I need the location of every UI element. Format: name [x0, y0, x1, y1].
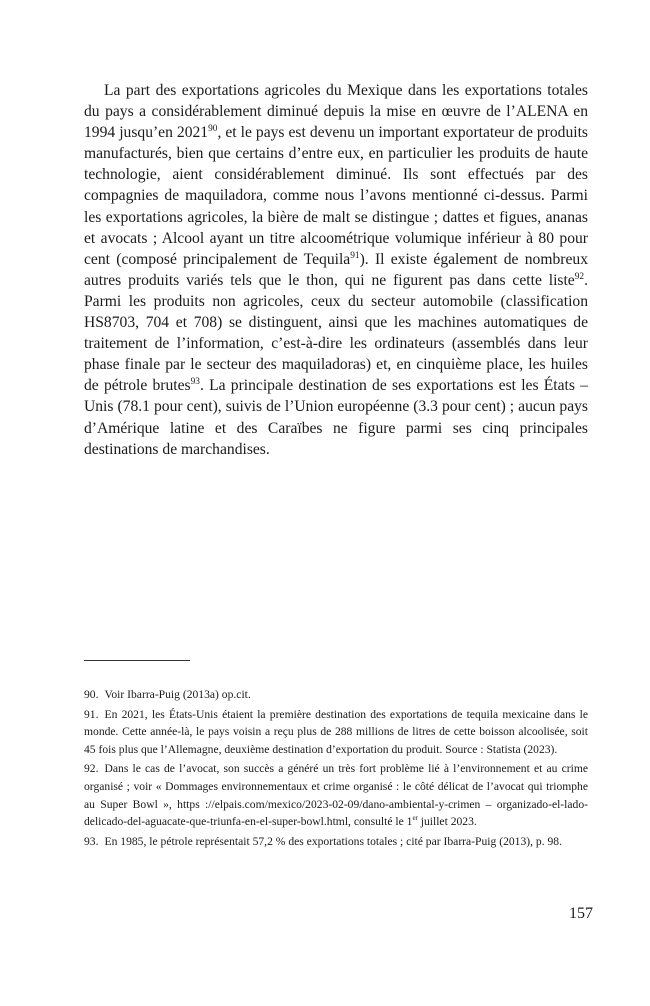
- footnote-text: En 2021, les États-Unis étaient la première destination des exportations de tequila mexicaine dans le monde. Cette année-là, le pays voisin a reçu plus de 288 millions de litres de cette boisson alcoolisée, soit 45 fois plus que l’Allemagne, deuxième destination d’exportation du produit. Source : Statista (2023).: [84, 707, 588, 756]
- footnote-ref-93[interactable]: 93: [190, 377, 200, 388]
- footnote-number: 93.: [84, 834, 99, 848]
- footnote-number: 91.: [84, 707, 99, 721]
- footnote-text: Voir Ibarra-Puig (2013a) op.cit.: [104, 688, 251, 701]
- footnote-ref-91[interactable]: 91: [350, 250, 360, 261]
- paragraph-text: , et le pays est devenu un important exportateur de produits manufacturés, bien que certains d’entre eux, en particulier les produits de haute technologie, aient considérablement diminué. Ils sont effectués par des compagnies de maquiladora, comme nous l’avons mentionné ci-dessus. Parmi les exportations agricoles, la bière de malt se distingue ; dattes et figues, ananas et avocats ; Alcool ayant un titre alcoométrique volumique inférieur à 80 pour cent (composé principalement de Tequila: [84, 124, 588, 268]
- paragraph-text: . Parmi les produits non agricoles, ceux du secteur automobile (classification HS8703, 704 et 708) se distinguent, ainsi que les machines automatiques de traitement de l’information, c’est-à-dire les ordinateurs (assemblés dans leur phase finale par le secteur des maquiladoras) et, en cinquième place, les huiles de pétrole brutes: [84, 271, 588, 395]
- footnote-91: [84, 706, 588, 759]
- footnote-90: [84, 686, 588, 704]
- paragraph-text: ). Il existe également de nombreux autres produits variés tels que le thon, qui ne figurent pas dans cette liste: [84, 250, 588, 289]
- footnote-separator: [84, 660, 190, 661]
- paragraph-text: . La principale destination de ses exportations est les États – Unis (78.1 pour cent), suivis de l’Union européenne (3.3 pour cent) ; aucun pays d’Amérique latine et des Caraïbes ne figure parmi ses cinq principales destinations de marchandises.: [84, 377, 588, 458]
- ordinal-suffix: er: [412, 814, 418, 823]
- footnote-text-tail: juillet 2023.: [417, 815, 477, 829]
- footnote-number: 92.: [84, 762, 99, 776]
- footnote-93: [84, 833, 588, 851]
- footnote-number: 90.: [84, 688, 99, 701]
- footnote-text: En 1985, le pétrole représentait 57,2 % des exportations totales ; cité par Ibarra-Puig (2013), p. 98.: [104, 834, 562, 848]
- footnote-ref-92[interactable]: 92: [574, 271, 585, 282]
- footnotes: [84, 686, 588, 852]
- paragraph-text: La part des exportations agricoles du Mexique dans les exportations totales du pays a considérablement diminué depuis la mise en œuvre de l’ALENA en 1994 jusqu’en 2021: [84, 82, 588, 142]
- footnote-92: [84, 760, 588, 830]
- footnote-text: Dans le cas de l’avocat, son succès a généré un très fort problème lié à l’environnement et au crime organisé ; voir « Dommages environnementaux et crime organisé : le côté délicat de l’avocat qui triomphe au Super Bowl », https ://elpais.com/mexico/2023-02-09/dano-ambiental-y-crimen – organizado-el-lado-delicado-del-aguacate-que-triunfa-en-el-super-bowl.html, consulté le 1: [84, 762, 588, 829]
- body-paragraph: [84, 80, 588, 460]
- page-number: 157: [569, 905, 593, 922]
- footnote-ref-90[interactable]: 90: [208, 124, 218, 134]
